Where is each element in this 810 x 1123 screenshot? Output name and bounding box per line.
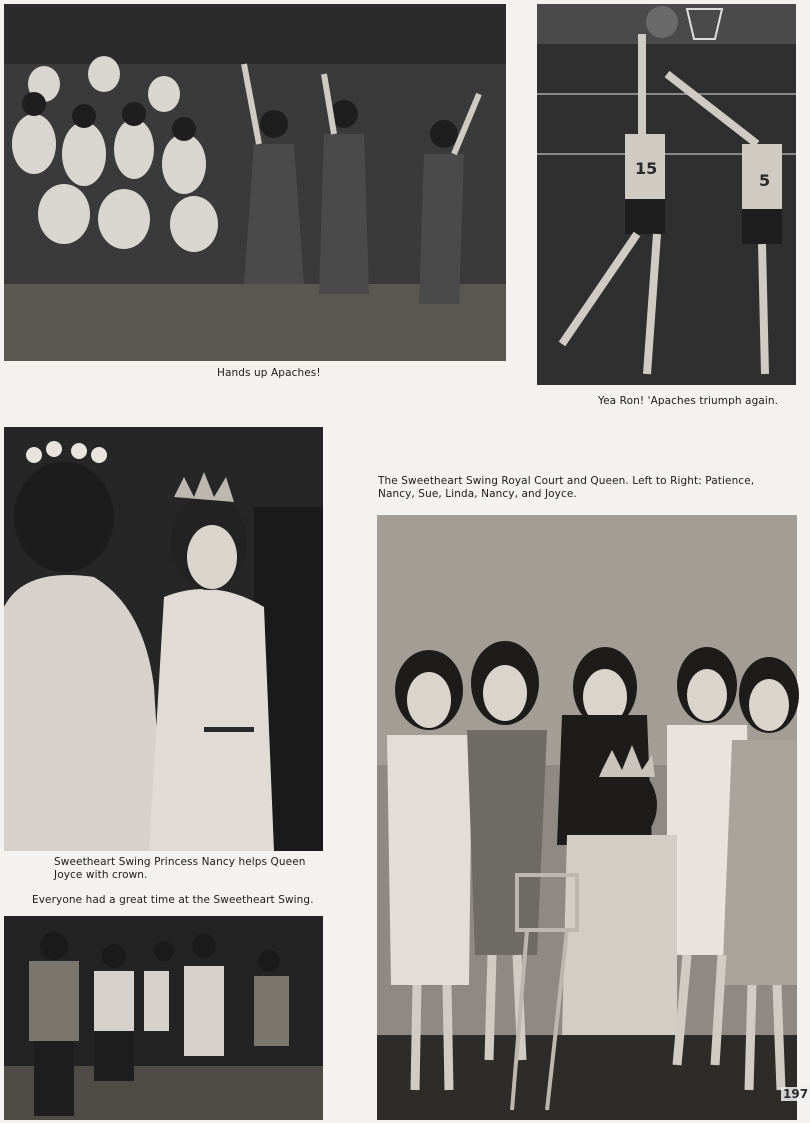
photo-royal-court — [377, 515, 797, 1120]
photo-princess-and-queen — [4, 427, 323, 851]
photo-basketball — [537, 4, 796, 385]
jersey-number-right: 5 — [759, 171, 771, 190]
caption-dance: Everyone had a great time at the Sweetheart Swing. — [32, 894, 314, 906]
photo-cheering-crowd — [4, 4, 506, 361]
jersey-number-left: 15 — [635, 159, 658, 178]
caption-cheer: Hands up Apaches! — [217, 367, 321, 379]
caption-basketball: Yea Ron! 'Apaches triumph again. — [598, 395, 779, 407]
page-number: 197 — [783, 1087, 809, 1101]
photo-dance-floor — [4, 916, 323, 1120]
caption-princess: Sweetheart Swing Princess Nancy helps Queen Joyce with crown. — [54, 856, 306, 881]
caption-royal-court: The Sweetheart Swing Royal Court and Queen. Left to Right: Patience, Nancy, Sue, Linda, Nancy, and Joyce. — [378, 475, 755, 500]
